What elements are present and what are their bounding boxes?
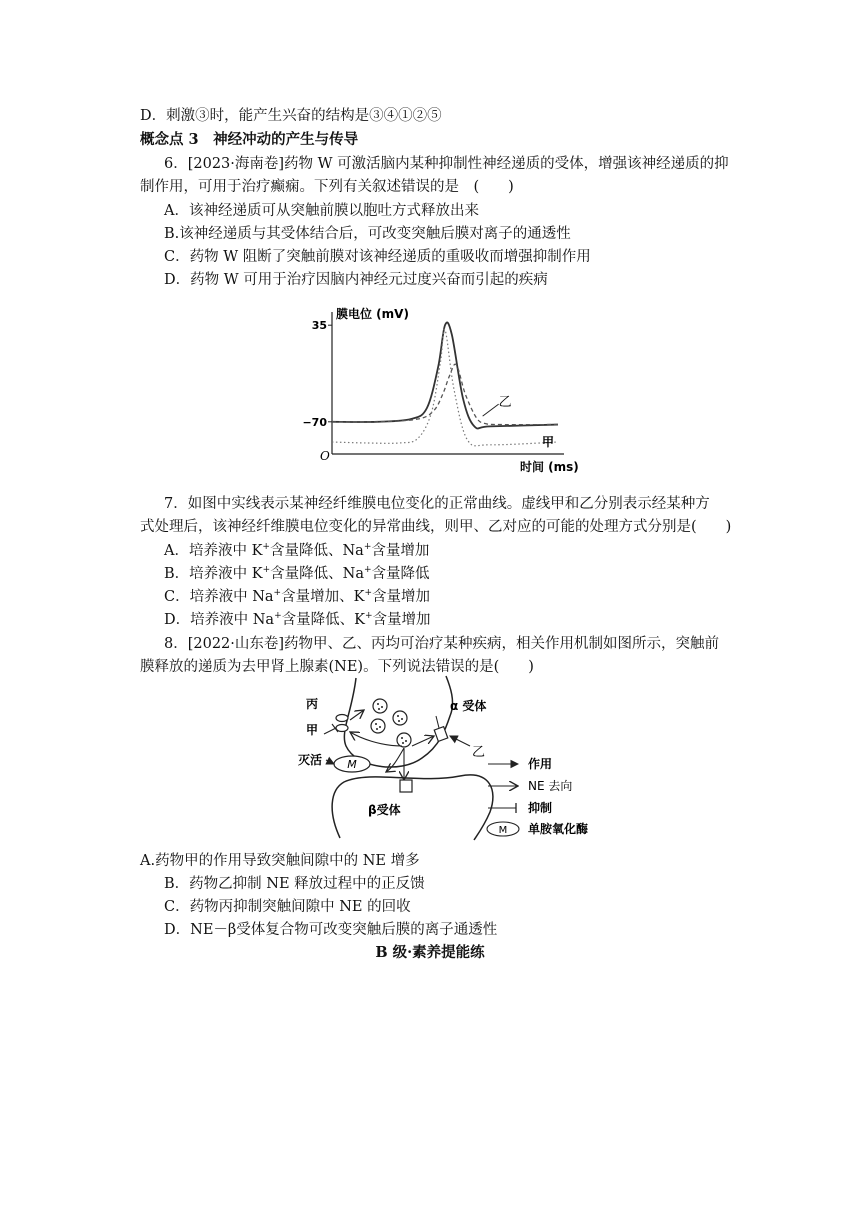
series-line-dashed [332,364,558,424]
svg-text:灭活: 灭活 [298,753,323,767]
q8-stem-line2: 膜释放的递质为去甲肾上腺素(NE)。下列说法错误的是( ) [140,659,534,675]
svg-text:丙: 丙 [306,697,319,711]
q5-option-d: D．刺激③时，能产生兴奋的结构是③④①②⑤ [140,108,442,124]
series-label-yi: 乙 [498,395,512,411]
y-tick-label: −70 [302,415,327,429]
svg-text:α 受体: α 受体 [450,699,487,713]
q7-option-d: D．培养液中 Na+含量降低、K+含量增加 [164,611,431,628]
origin-label: O [320,449,330,463]
svg-text:乙: 乙 [472,745,486,760]
q7-option-a: A．培养液中 K+含量降低、Na+含量增加 [164,542,430,559]
section-heading: 概念点 3 神经冲动的产生与传导 [140,131,359,148]
q6-option-c: C．药物 W 阻断了突触前膜对该神经递质的重吸收而增强抑制作用 [164,249,591,265]
svg-text:NE 去向: NE 去向 [528,779,573,793]
q7-stem-line2: 式处理后，该神经纤维膜电位变化的异常曲线，则甲、乙对应的可能的处理方式分别是( ) [140,519,732,535]
y-tick-label: 35 [311,319,327,333]
svg-text:作用: 作用 [528,757,553,771]
svg-text:M: M [498,825,508,836]
y-axis-label: 膜电位 (mV) [336,307,409,321]
q8-option-a: A.药物甲的作用导致突触间隙中的 NE 增多 [140,853,420,869]
svg-text:M: M [347,758,357,771]
series-line-solid [332,322,558,428]
membrane-potential-chart [302,304,598,480]
q7-option-c: C．培养液中 Na+含量增加、K+含量增加 [164,588,430,605]
ne-dots [375,703,407,744]
svg-text:抑制: 抑制 [528,801,553,815]
q6-option-b: B.该神经递质与其受体结合后，可改变突触后膜对离子的通透性 [164,226,571,242]
series-label-leader [483,404,499,416]
series-label-jia: 甲 [542,435,555,450]
q6-stem-line1: 6．[2023·海南卷]药物 W 可激活脑内某种抑制性神经递质的受体，增强该神经递质的抑 [164,156,729,172]
series-line-dotted [332,329,558,446]
q6-option-a: A．该神经递质可从突触前膜以胞吐方式释放出来 [164,203,479,219]
svg-text:甲: 甲 [306,723,319,737]
svg-text:单胺氧化酶: 单胺氧化酶 [528,822,589,836]
x-axis-label: 时间 (ms) [520,460,579,474]
q7-option-b: B．培养液中 K+含量降低、Na+含量降低 [164,565,430,582]
level-b-heading: B 级·素养提能练 [375,944,485,961]
q7-stem-line1: 7．如图中实线表示某神经纤维膜电位变化的正常曲线。虚线甲和乙分别表示经某种方 [164,496,710,512]
q8-option-d: D．NE－β受体复合物可改变突触后膜的离子通透性 [164,922,498,938]
q8-option-c: C．药物丙抑制突触间隙中 NE 的回收 [164,899,411,915]
vesicle [371,699,411,747]
q8-option-b: B．药物乙抑制 NE 释放过程中的正反馈 [164,876,425,892]
q6-stem-line2: 制作用，可用于治疗癫痫。下列有关叙述错误的是 ( ) [140,179,514,195]
svg-text:β受体: β受体 [368,803,401,817]
synapse-diagram [300,672,610,844]
q6-option-d: D．药物 W 可用于治疗因脑内神经元过度兴奋而引起的疾病 [164,272,548,288]
q8-stem-line1: 8．[2022·山东卷]药物甲、乙、丙均可治疗某种疾病，相关作用机制如图所示，突触前 [164,636,720,652]
legend [487,756,588,836]
beta-receptor [400,780,412,792]
